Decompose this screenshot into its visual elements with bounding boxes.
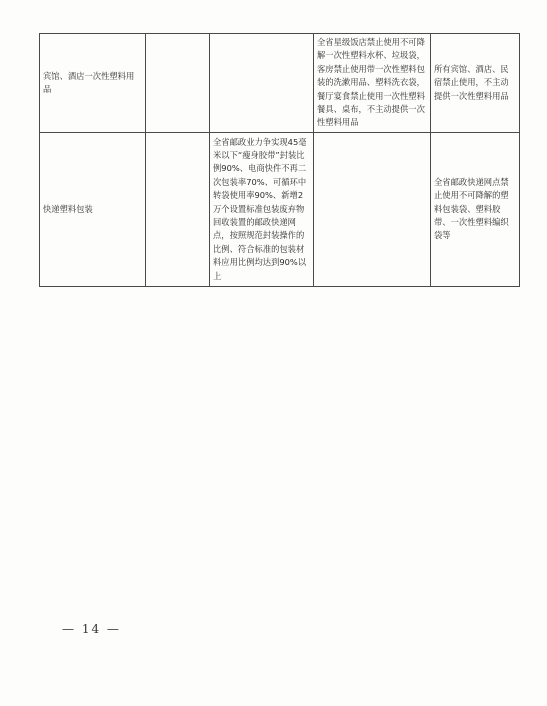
cell-target-2025: 所有宾馆、酒店、民宿禁止使用，不主动提供一次性塑料用品: [431, 34, 520, 133]
table-row: [40, 34, 520, 133]
cell-empty: [314, 132, 431, 286]
cell-empty: [210, 34, 314, 133]
cell-target-2021: 全省邮政业力争实现45毫米以下“瘦身胶带”封装比例90%、电商快件不再二次包装率70%、可循环中转袋使用率90%、新增2万个设置标准包装废弃物回收装置的邮政快递网点，按照规范封装操作的比例、符合标准的包装材料应用比例均达到90%以上: [210, 132, 314, 286]
cell-target-2025: 全省邮政快递网点禁止使用不可降解的塑料包装袋、塑料胶带、一次性塑料编织袋等: [431, 132, 520, 286]
cell-empty: [146, 34, 210, 133]
page-number: — 14 —: [62, 622, 121, 636]
cell-category: 快递塑料包装: [40, 132, 146, 286]
cell-target-2022: 全省星级饭店禁止使用不可降解一次性塑料水杯、垃圾袋，客房禁止使用带一次性塑料包装的洗漱用品、塑料洗衣袋，餐厅宴食禁止使用一次性塑料餐具、桌布，不主动提供一次性塑料用品: [314, 34, 431, 133]
cell-empty: [146, 132, 210, 286]
table-row: [40, 132, 520, 286]
policy-table: [39, 33, 520, 287]
cell-category: 宾馆、酒店一次性塑料用品: [40, 34, 146, 133]
